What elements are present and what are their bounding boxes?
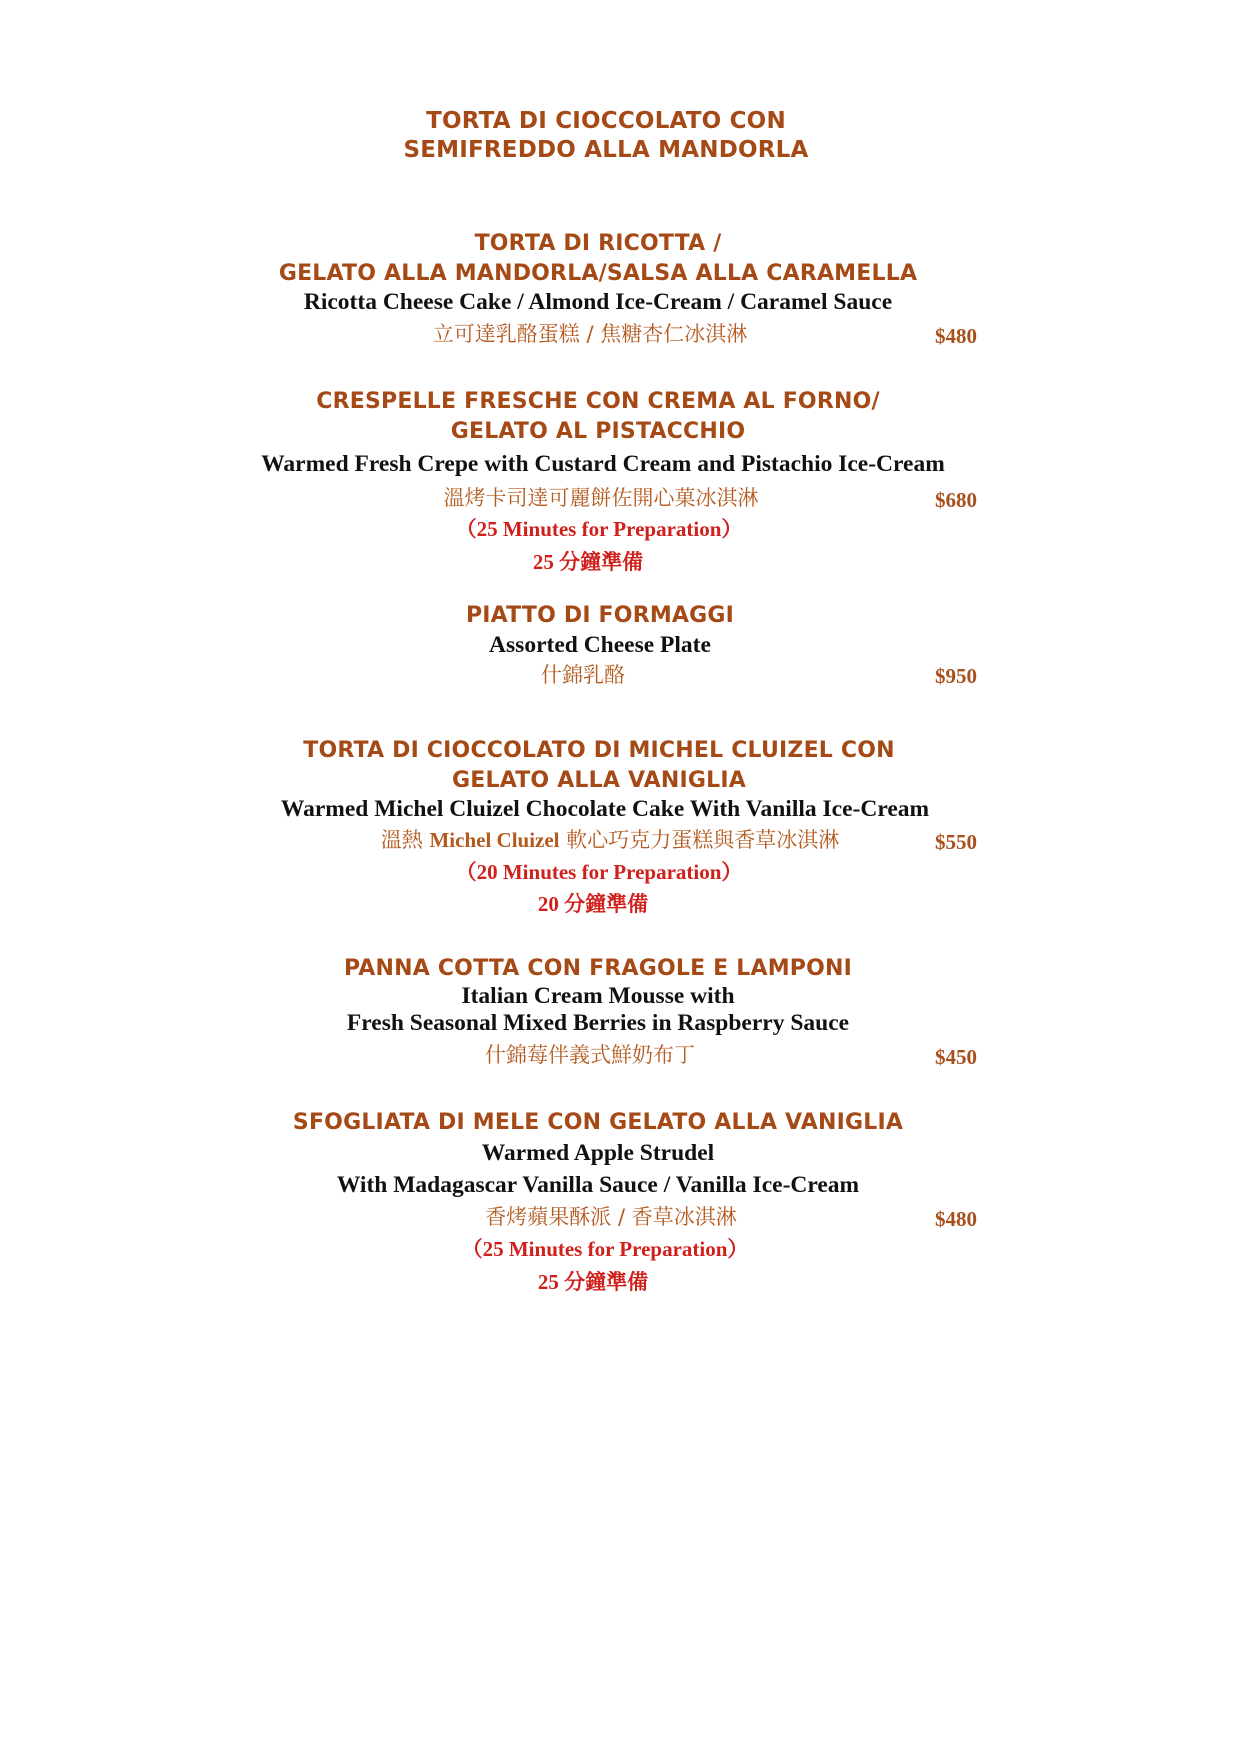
item-italian-name-line-2: GELATO ALLA MANDORLA/SALSA ALLA CARAMELLA [278, 261, 918, 286]
item-chinese-prefix: 溫熱 [380, 828, 430, 852]
item-preparation-note-chinese: 25 分鐘準備 [532, 550, 644, 574]
item-preparation-note: （25 Minutes for Preparation） [455, 517, 743, 541]
item-english-description-line-1: Italian Cream Mousse with [461, 983, 735, 1009]
item-italian-name: SFOGLIATA DI MELE CON GELATO ALLA VANIGLIA [292, 1110, 904, 1135]
item-english-description-line-2: With Madagascar Vanilla Sauce / Vanilla Ice-Cream [336, 1172, 860, 1198]
item-italian-name-line-1: CRESPELLE FRESCHE CON CREMA AL FORNO/ [316, 389, 880, 414]
item-italian-name-line-2: GELATO AL PISTACCHIO [450, 419, 746, 444]
item-price: $480 [935, 1207, 977, 1231]
item-english-description: Assorted Cheese Plate [489, 632, 711, 658]
item-preparation-note: （20 Minutes for Preparation） [455, 860, 743, 884]
item-italian-name-line-1: TORTA DI RICOTTA / [474, 231, 722, 256]
item-italian-name-line-2: GELATO ALLA VANIGLIA [452, 768, 746, 793]
item-preparation-note-chinese: 20 分鐘準備 [537, 892, 649, 916]
item-english-description: Warmed Fresh Crepe with Custard Cream and Pistachio Ice-Cream [261, 451, 945, 477]
item-price: $680 [935, 488, 977, 512]
item-chinese-name: 什錦乳酪 [541, 663, 625, 687]
item-price: $450 [935, 1045, 977, 1069]
item-chinese-name: 立可達乳酪蛋糕 / 焦糖杏仁冰淇淋 [432, 322, 748, 346]
item-chinese-name: 香烤蘋果酥派 / 香草冰淇淋 [485, 1205, 737, 1229]
item-chinese-name: 溫烤卡司達可麗餅佐開心菓冰淇淋 [443, 486, 759, 510]
item-preparation-note: （25 Minutes for Preparation） [461, 1237, 749, 1261]
item-chinese-name [381, 830, 839, 851]
menu-title-line-2: SEMIFREDDO ALLA MANDORLA [403, 137, 809, 163]
item-price: $950 [935, 664, 977, 688]
menu-title-line-1: TORTA DI CIOCCOLATO CON [426, 108, 786, 134]
item-price: $480 [935, 324, 977, 348]
item-italian-name: PIATTO DI FORMAGGI [465, 603, 735, 628]
item-italian-name-line-1: TORTA DI CIOCCOLATO DI MICHEL CLUIZEL CON [303, 738, 895, 763]
item-english-description-line-1: Warmed Apple Strudel [481, 1140, 715, 1166]
item-preparation-note-chinese: 25 分鐘準備 [537, 1270, 649, 1294]
item-english-description-line-2: Fresh Seasonal Mixed Berries in Raspberry Sauce [346, 1010, 850, 1036]
item-price: $550 [935, 830, 977, 854]
item-english-description: Warmed Michel Cluizel Chocolate Cake With Vanilla Ice-Cream [280, 796, 930, 822]
item-chinese-brand: Michel Cluizel [429, 828, 560, 852]
item-english-description: Ricotta Cheese Cake / Almond Ice-Cream / Caramel Sauce [303, 289, 893, 315]
item-italian-name: PANNA COTTA CON FRAGOLE E LAMPONI [343, 956, 853, 981]
item-chinese-suffix: 軟心巧克力蛋糕與香草冰淇淋 [559, 828, 840, 852]
item-chinese-name: 什錦莓伴義式鮮奶布丁 [485, 1043, 695, 1067]
